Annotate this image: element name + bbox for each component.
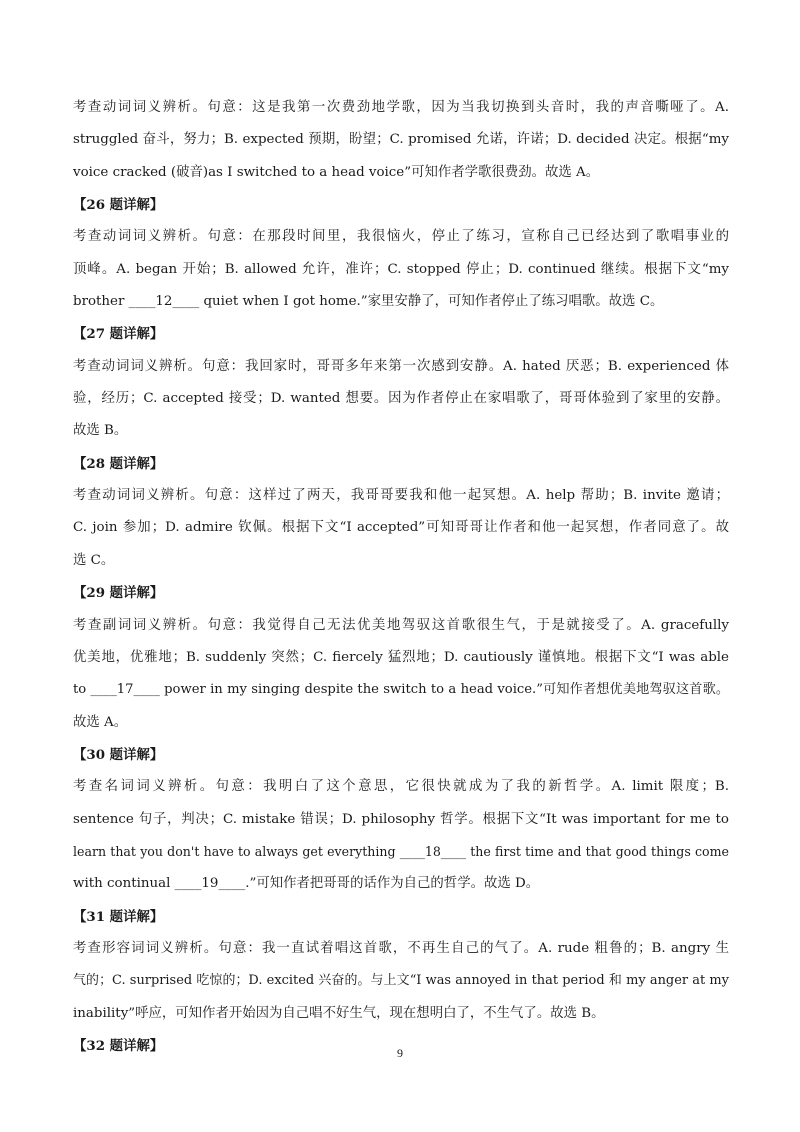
- text-line: with continual ____19____.”可知作者把哥哥的话作为自己的哲学。故选 D。: [73, 876, 540, 892]
- section-heading: 【26 题详解】: [73, 197, 164, 214]
- text-line: 气的；C. surprised 吃惊的；D. excited 兴奋的。与上文“I was annoyed in that period 和 my anger at my: [73, 973, 729, 989]
- text-line: struggled 奋斗，努力；B. expected 预期，盼望；C. promised 允诺，许诺；D. decided 决定。根据“my: [73, 132, 729, 148]
- text-line: 优美地，优雅地；B. suddenly 突然；C. fiercely 猛烈地；D. cautiously 谨慎地。根据下文“I was able: [73, 649, 729, 665]
- text-line: 故选 A。: [73, 714, 128, 730]
- page-number: 9: [397, 1046, 403, 1060]
- text-line: 考查副词词义辨析。句意：我觉得自己无法优美地驾驭这首歌很生气，于是就接受了。A. gracefully: [73, 617, 729, 633]
- text-line: 考查动词词义辨析。句意：我回家时，哥哥多年来第一次感到安静。A. hated 厌恶；B. experienced 体: [73, 358, 729, 374]
- text-line: 故选 B。: [73, 423, 128, 439]
- text-line: sentence 句子，判决；C. mistake 错误；D. philosophy 哲学。根据下文“It was important for me to: [73, 811, 729, 827]
- text-line: 考查动词词义辨析。句意：在那段时间里，我很恼火，停止了练习，宣称自己已经达到了歌唱事业的: [73, 229, 729, 245]
- section-heading: 【32 题详解】: [73, 1037, 164, 1054]
- section-heading: 【30 题详解】: [73, 746, 164, 763]
- text-line: learn that you don't have to always get everything ____18____ the first time and that good things come: [73, 843, 729, 859]
- text-line: inability”呼应，可知作者开始因为自己唱不好生气，现在想明白了，不生气了。故选 B。: [73, 1005, 605, 1021]
- text-line: 选 C。: [73, 552, 115, 568]
- text-line: 考查动词词义辨析。句意：这是我第一次费劲地学歌，因为当我切换到头音时，我的声音嘶哑了。A.: [73, 100, 729, 115]
- text-line: 顶峰。A. began 开始；B. allowed 允许，准许；C. stopped 停止；D. continued 继续。根据下文“my: [73, 261, 729, 277]
- text-line: 考查形容词词义辨析。句意：我一直试着唱这首歌，不再生自己的气了。A. rude 粗鲁的；B. angry 生: [73, 940, 729, 956]
- text-line: C. join 参加；D. admire 钦佩。根据下文“I accepted”可知哥哥让作者和他一起冥想，作者同意了。故: [73, 520, 729, 536]
- text-line: to ____17____ power in my singing despite the switch to a head voice.”可知作者想优美地驾驭这首歌。: [73, 682, 729, 698]
- text-line: 验，经历；C. accepted 接受；D. wanted 想要。因为作者停止在家唱歌了，哥哥体验到了家里的安静。: [73, 391, 729, 407]
- text-line: 考查动词词义辨析。句意：这样过了两天，我哥哥要我和他一起冥想。A. help 帮助；B. invite 邀请；: [73, 488, 729, 504]
- text-line: voice cracked (破音)as I switched to a head voice”可知作者学歌很费劲。故选 A。: [73, 164, 600, 180]
- section-heading: 【29 题详解】: [73, 585, 164, 602]
- answer-explanations: [73, 92, 729, 1062]
- section-heading: 【28 题详解】: [73, 455, 164, 472]
- section-heading: 【27 题详解】: [73, 326, 164, 343]
- text-line: brother ____12____ quiet when I got home.”家里安静了，可知作者停止了练习唱歌。故选 C。: [73, 294, 664, 310]
- section-heading: 【31 题详解】: [73, 908, 164, 925]
- text-line: 考查名词词义辨析。句意：我明白了这个意思，它很快就成为了我的新哲学。A. limit 限度；B.: [73, 779, 729, 795]
